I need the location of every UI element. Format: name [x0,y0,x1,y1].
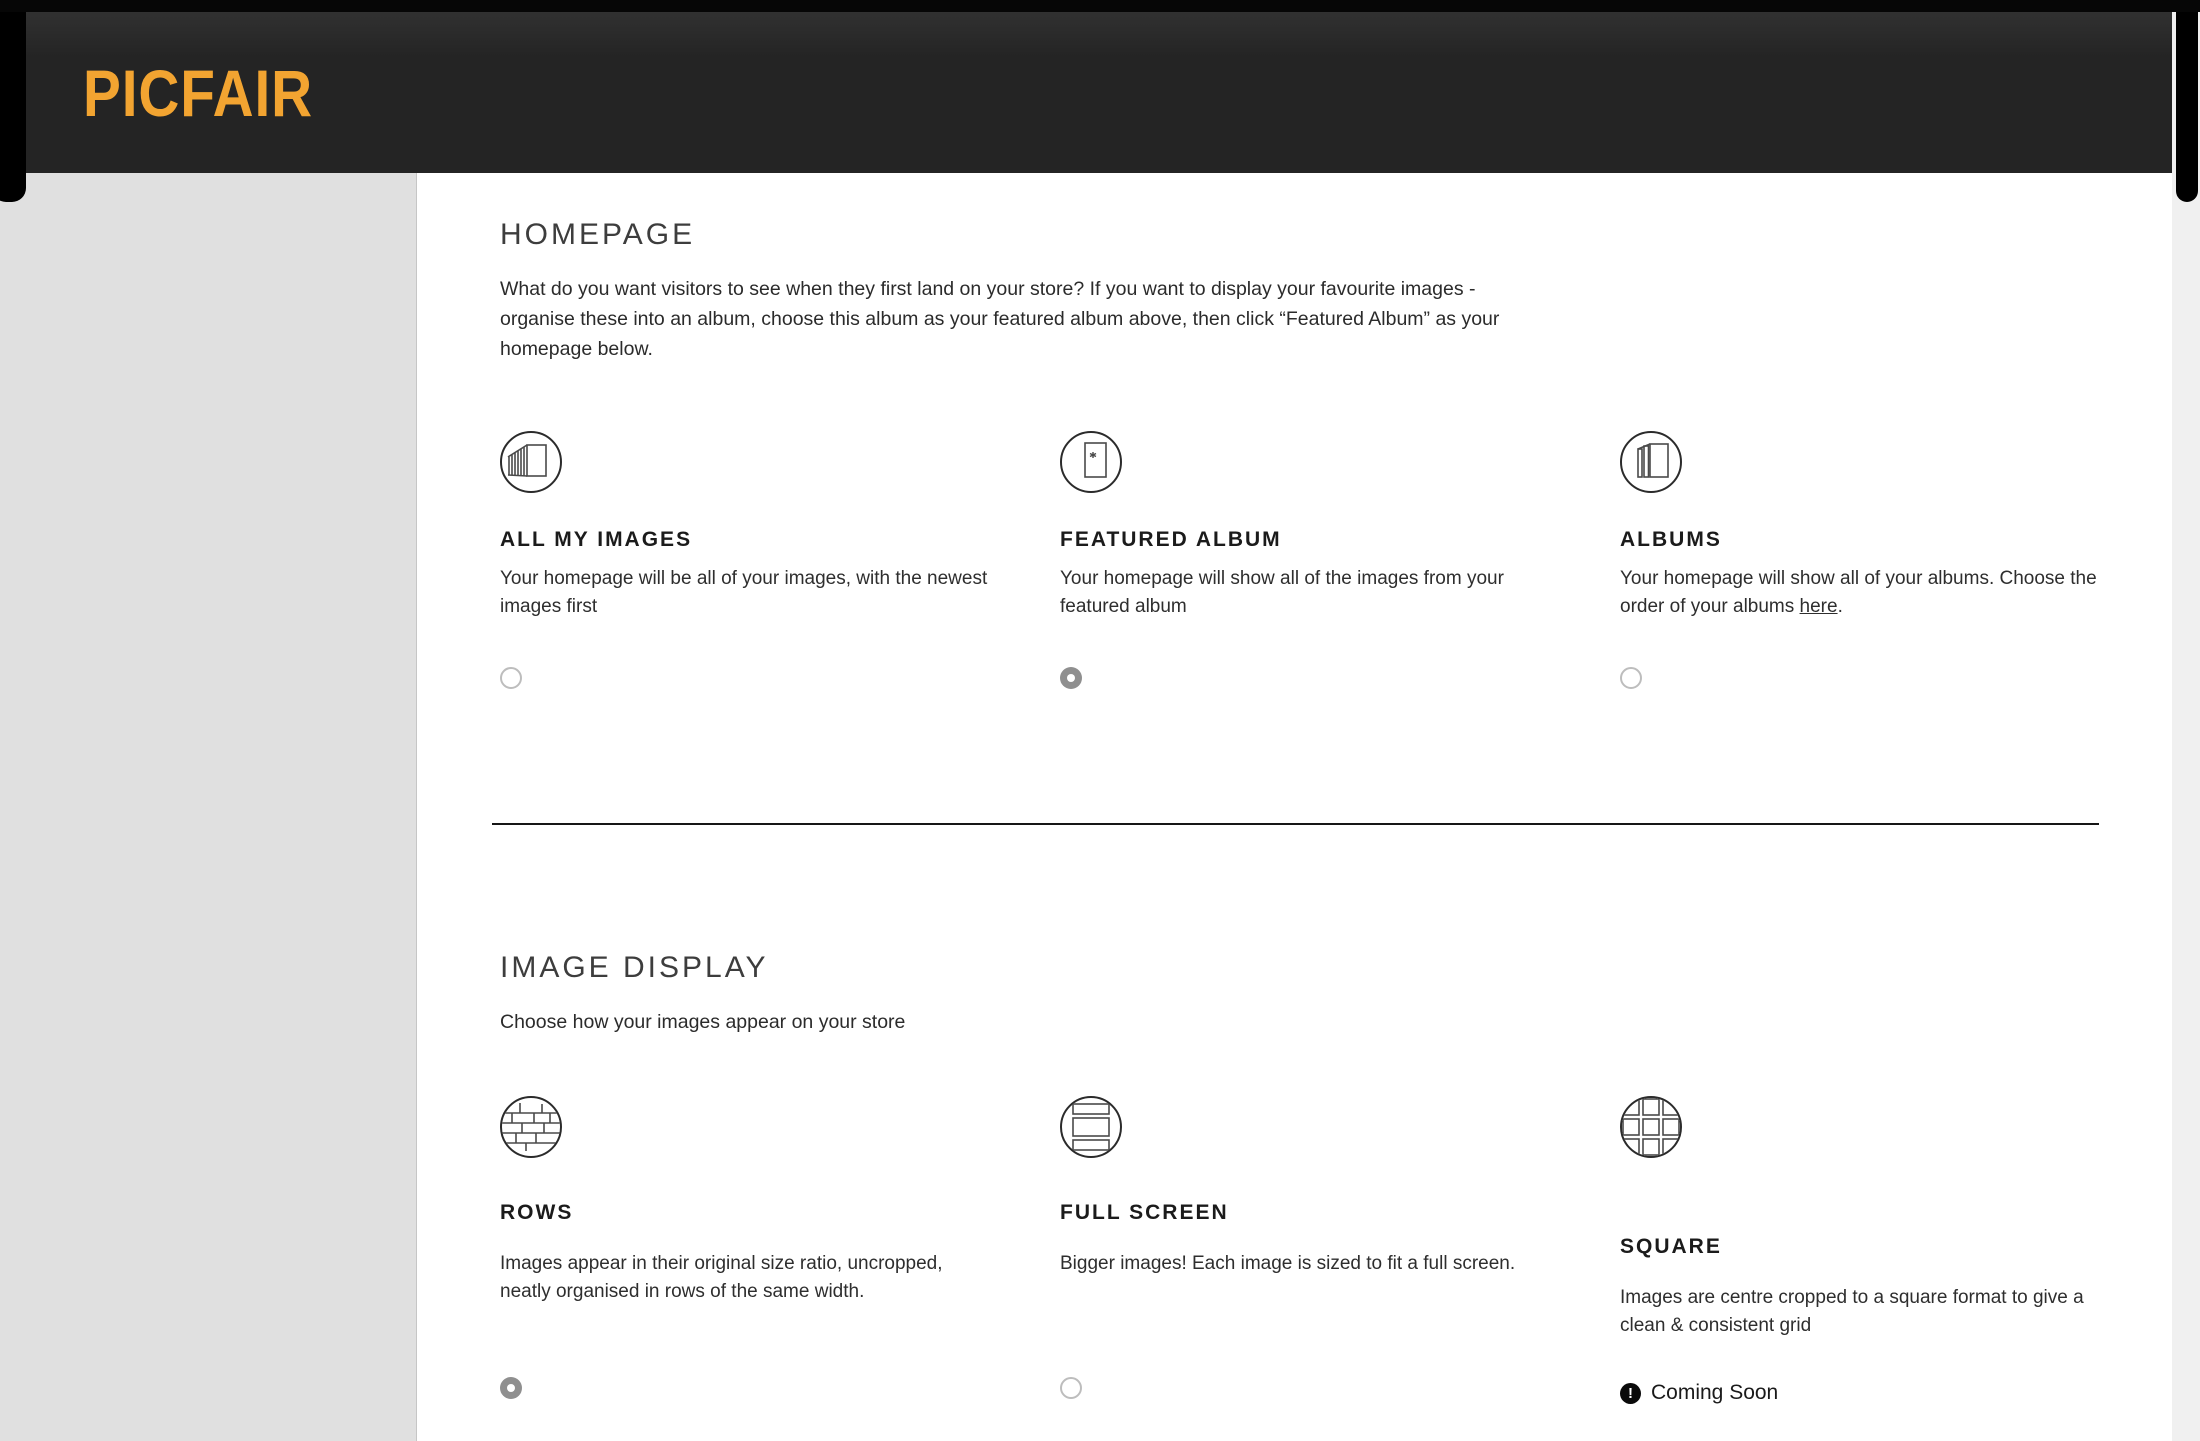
picfair-logo[interactable]: PICFAIR [83,55,313,130]
left-corner-strip [0,0,26,202]
option-description [1620,565,2112,621]
rows-radio[interactable] [500,1377,522,1399]
option-full-screen [1060,1096,1552,1405]
option-description: Images appear in their original size ratio, uncropped, neatly organised in rows of the same width. [500,1253,943,1302]
homepage-section-intro: What do you want visitors to see when they first land on your store? If you want to display your favourite images - organise these into an album, choose this album as your featured album above, then click “Featured Album” as your homepage below. [500,278,1500,360]
option-featured-album [1060,431,1552,694]
coming-soon-status [1620,1381,2112,1405]
albums-order-link[interactable]: here [1799,596,1838,617]
image-display-section-title: IMAGE DISPLAY [500,951,769,984]
option-description-text: Your homepage will show all of your albums. Choose the order of your albums [1620,568,2097,617]
section-divider [492,823,2099,825]
right-gutter [2172,12,2200,1441]
option-description-suffix: . [1837,596,1843,617]
option-label: ALL MY IMAGES [500,528,693,551]
option-label: FEATURED ALBUM [1060,528,1282,551]
option-description: Images are centre cropped to a square format to give a clean & consistent grid [1620,1287,2084,1336]
window-top-band [0,0,2200,12]
albums-radio[interactable] [1620,667,1642,689]
option-all-my-images [500,431,992,694]
site-header [0,12,2172,173]
album-spines-icon [1620,431,1682,493]
settings-sidebar [0,173,417,1441]
option-label: ALBUMS [1620,528,1722,551]
option-description: Your homepage will be all of your images, with the newest images first [500,568,988,617]
settings-content [417,173,2172,1441]
stacked-images-icon [500,431,562,493]
all-my-images-radio[interactable] [500,667,522,689]
option-albums [1620,431,2112,694]
right-corner-strip [2176,0,2198,202]
rows-masonry-icon [500,1096,562,1158]
square-grid-icon [1620,1096,1682,1158]
homepage-section-title: HOMEPAGE [500,218,696,251]
full-screen-radio[interactable] [1060,1377,1082,1399]
featured-album-star-icon [1060,431,1122,493]
full-screen-slides-icon [1060,1096,1122,1158]
image-display-options-row [500,1096,2172,1405]
alert-icon: ! [1620,1383,1641,1404]
option-description: Your homepage will show all of the images from your featured album [1060,568,1504,617]
option-label: ROWS [500,1201,574,1224]
option-label: SQUARE [1620,1235,1722,1258]
option-label: FULL SCREEN [1060,1201,1229,1224]
option-square [1620,1096,2112,1405]
homepage-options-row [500,431,2172,694]
image-display-subtitle: Choose how your images appear on your store [500,1011,906,1033]
featured-album-radio[interactable] [1060,667,1082,689]
coming-soon-label: Coming Soon [1651,1381,1779,1404]
option-description: Bigger images! Each image is sized to fit a full screen. [1060,1253,1516,1274]
option-rows [500,1096,992,1405]
